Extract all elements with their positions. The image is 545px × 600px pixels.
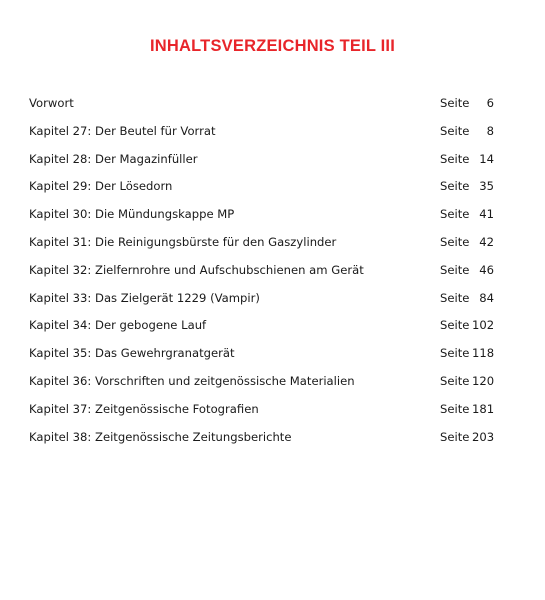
toc-page-label: Seite	[440, 123, 470, 138]
toc-entry	[29, 343, 494, 371]
toc-entry	[29, 149, 494, 177]
toc-entry-title: Kapitel 32: Zielfernrohre und Aufschubschienen am Gerät	[29, 262, 364, 277]
toc-entry-title: Kapitel 34: Der gebogene Lauf	[29, 318, 207, 333]
toc-entry	[29, 315, 494, 343]
toc-entry-title: Kapitel 28: Der Magazinfüller	[29, 151, 198, 166]
toc-entry	[29, 399, 494, 427]
toc-entry	[29, 121, 494, 149]
toc-page-label: Seite	[440, 401, 470, 416]
toc-entry	[29, 427, 494, 455]
toc-page-label: Seite	[440, 179, 470, 194]
toc-entry-title: Vorwort	[29, 96, 74, 110]
toc-entry-title: Kapitel 36: Vorschriften und zeitgenössische Materialien	[29, 373, 355, 388]
toc-entry-title: Kapitel 38: Zeitgenössische Zeitungsberichte	[29, 429, 292, 444]
toc-page-number: 42	[479, 234, 494, 249]
toc-page-number: 46	[479, 262, 494, 277]
toc-entry-title: Kapitel 30: Die Mündungskappe MP	[29, 207, 235, 222]
toc-entry	[29, 93, 494, 121]
toc-page-number: 118	[472, 346, 495, 361]
toc-entry-title: Kapitel 35: Das Gewehrgranatgerät	[29, 346, 235, 361]
toc-entry-title: Kapitel 31: Die Reinigungsbürste für den Gaszylinder	[29, 234, 337, 249]
toc-page-label: Seite	[440, 262, 470, 277]
toc-page-label: Seite	[440, 346, 470, 361]
page-title: INHALTSVERZEICHNIS TEIL III	[150, 37, 395, 55]
toc-page-number: 84	[479, 290, 494, 305]
toc-page-number: 120	[472, 373, 495, 388]
toc-page-label: Seite	[440, 290, 470, 305]
toc-page-label: Seite	[440, 373, 470, 388]
table-of-contents	[29, 93, 494, 454]
toc-page-number: 14	[479, 151, 494, 166]
toc-entry-title: Kapitel 33: Das Zielgerät 1229 (Vampir)	[29, 290, 260, 305]
toc-page-number: 8	[486, 123, 494, 138]
toc-page-label: Seite	[440, 234, 470, 249]
toc-entry	[29, 204, 494, 232]
toc-entry-title: Kapitel 29: Der Lösedorn	[29, 179, 173, 194]
toc-page-number: 181	[472, 401, 495, 416]
toc-entry-title: Kapitel 37: Zeitgenössische Fotografien	[29, 401, 259, 416]
toc-page-label: Seite	[440, 151, 470, 166]
toc-page-number: 102	[472, 318, 495, 333]
toc-entry	[29, 260, 494, 288]
toc-page-number: 203	[472, 429, 495, 444]
toc-page-label: Seite	[440, 429, 470, 444]
toc-entry	[29, 288, 494, 316]
toc-page-number: 41	[479, 207, 494, 222]
toc-page-label: Seite	[440, 207, 470, 222]
toc-page-number: 35	[479, 179, 494, 194]
toc-page-number: 6	[486, 96, 494, 110]
toc-entry-title: Kapitel 27: Der Beutel für Vorrat	[29, 123, 216, 138]
toc-entry	[29, 232, 494, 260]
toc-page-label: Seite	[440, 318, 470, 333]
toc-page-label: Seite	[440, 96, 470, 110]
toc-entry	[29, 176, 494, 204]
toc-entry	[29, 371, 494, 399]
